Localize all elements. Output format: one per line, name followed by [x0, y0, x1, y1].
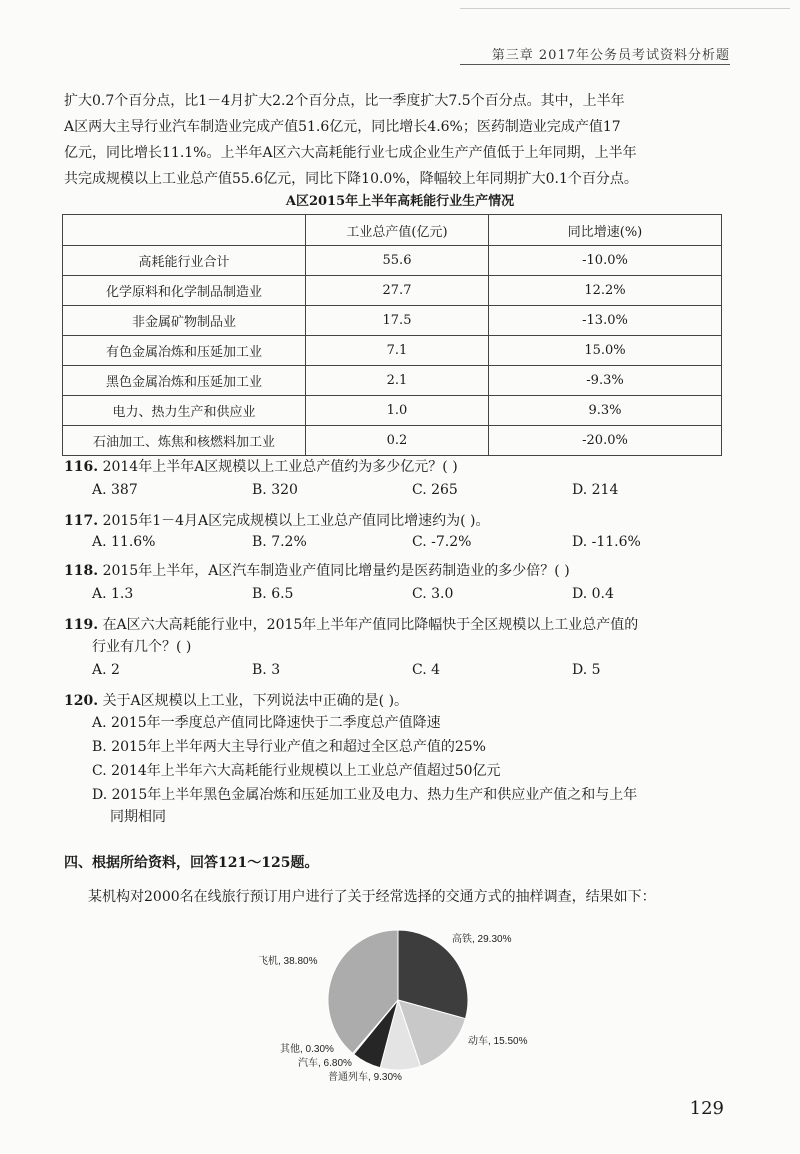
growth-rate: -13.0%: [489, 306, 722, 336]
pie-label-3: 普通列车, 9.30%: [328, 1072, 402, 1083]
pie-label-6: 飞机, 38.80%: [258, 956, 318, 967]
table-header-row: [63, 215, 722, 246]
industry-name: 有色金属冶炼和压延加工业: [63, 336, 306, 366]
option-a: A. 1.3: [92, 586, 134, 602]
table-row: [63, 306, 722, 336]
growth-rate: -20.0%: [489, 426, 722, 456]
question-number: 120.: [64, 693, 99, 709]
question-text: 关于A区规模以上工业，下列说法中正确的是( )。: [102, 693, 409, 709]
table-row: [63, 336, 722, 366]
industry-name: 黑色金属冶炼和压延加工业: [63, 366, 306, 396]
option-d: D. 214: [572, 482, 619, 498]
question-text: 2014年上半年A区规模以上工业总产值约为多少亿元？( ): [102, 459, 458, 475]
question-text: 2015年1－4月A区完成规模以上工业总产值同比增速约为( )。: [102, 513, 490, 529]
pie-label-2: 动车, 15.50%: [468, 1036, 528, 1047]
top-edge-rule: [460, 8, 790, 9]
option-b: B. 7.2%: [252, 534, 307, 550]
option-b: B. 320: [252, 482, 298, 498]
header-cell: [63, 215, 306, 246]
options-116: [92, 482, 732, 498]
industry-name: 电力、热力生产和供应业: [63, 396, 306, 426]
output-value: 1.0: [306, 396, 489, 426]
page-number: 129: [689, 1098, 724, 1119]
industry-name: 高耗能行业合计: [63, 246, 306, 276]
question-116: [64, 456, 744, 476]
option-d: D. -11.6%: [572, 534, 641, 550]
industry-name: 化学原料和化学制品制造业: [63, 276, 306, 306]
option-a: A. 2: [92, 662, 120, 678]
section-title: 四、根据所给资料，回答121～125题。: [64, 855, 319, 871]
question-text: 行业有几个？( ): [92, 639, 192, 655]
table-title: A区2015年上半年高耗能行业生产情况: [285, 194, 515, 209]
choice-d-cont: 同期相同: [110, 809, 166, 825]
option-b: B. 6.5: [252, 586, 294, 602]
production-table: [62, 214, 722, 456]
industry-name: 非金属矿物制品业: [63, 306, 306, 336]
option-c: C. 3.0: [412, 586, 454, 602]
question-text: 2015年上半年，A区汽车制造业产值同比增量约是医药制造业的多少倍？( ): [102, 563, 570, 579]
option-c: C. -7.2%: [412, 534, 472, 550]
option-d: D. 0.4: [572, 586, 614, 602]
industry-name: 石油加工、炼焦和核燃料加工业: [63, 426, 306, 456]
output-value: 27.7: [306, 276, 489, 306]
question-text: 在A区六大高耗能行业中，2015年上半年产值同比降幅快于全区规模以上工业总产值的: [102, 617, 639, 633]
options-119: [92, 662, 732, 678]
option-d: D. 5: [572, 662, 601, 678]
question-number: 116.: [64, 459, 99, 475]
question-117: [64, 510, 744, 530]
growth-rate: -9.3%: [489, 366, 722, 396]
table-row: [63, 276, 722, 306]
header-cell: 同比增速(%): [489, 215, 722, 246]
question-number: 119.: [64, 617, 99, 633]
pie-label-1: 高铁, 29.30%: [452, 934, 512, 945]
running-head: 第三章 2017年公务员考试资料分析题: [491, 48, 730, 63]
output-value: 17.5: [306, 306, 489, 336]
intro-paragraph: [64, 88, 724, 192]
running-head-rule: [460, 64, 730, 65]
option-b: B. 3: [252, 662, 281, 678]
options-117: [92, 534, 732, 550]
option-c: C. 4: [412, 662, 441, 678]
options-118: [92, 586, 732, 602]
growth-rate: 15.0%: [489, 336, 722, 366]
table-row: [63, 366, 722, 396]
question-119-cont: [92, 636, 772, 656]
section-intro: 某机构对2000名在线旅行预订用户进行了关于经常选择的交通方式的抽样调查，结果如下：: [88, 889, 656, 905]
question-number: 117.: [64, 513, 99, 529]
pie-label-5: 其他, 0.30%: [280, 1044, 334, 1055]
table-row: [63, 426, 722, 456]
option-a: A. 11.6%: [92, 534, 156, 550]
choice-b: B. 2015年上半年两大主导行业产值之和超过全区总产值的25%: [92, 739, 486, 755]
question-119: [64, 614, 744, 634]
paragraph-line: 共完成规模以上工业总产值55.6亿元，同比下降10.0%，降幅较上年同期扩大0.1个百分点。: [64, 171, 638, 187]
question-number: 118.: [64, 563, 99, 579]
table-row: [63, 396, 722, 426]
growth-rate: -10.0%: [489, 246, 722, 276]
option-c: C. 265: [412, 482, 458, 498]
choice-d: D. 2015年上半年黑色金属冶炼和压延加工业及电力、热力生产和供应业产值之和与上年: [92, 787, 638, 803]
pie-label-4: 汽车, 6.80%: [298, 1058, 352, 1069]
choice-a: A. 2015年一季度总产值同比降速快于二季度总产值降速: [92, 715, 441, 731]
output-value: 0.2: [306, 426, 489, 456]
table-row: [63, 246, 722, 276]
question-118: [64, 560, 744, 580]
paragraph-line: 亿元，同比增长11.1%。上半年A区六大高耗能行业七成企业生产产值低于上年同期，上半年: [64, 145, 637, 161]
output-value: 2.1: [306, 366, 489, 396]
question-120: [64, 690, 744, 710]
choice-c: C. 2014年上半年六大高耗能行业规模以上工业总产值超过50亿元: [92, 763, 501, 779]
growth-rate: 9.3%: [489, 396, 722, 426]
header-cell: 工业总产值(亿元): [306, 215, 489, 246]
output-value: 7.1: [306, 336, 489, 366]
output-value: 55.6: [306, 246, 489, 276]
paragraph-line: 扩大0.7个百分点，比1－4月扩大2.2个百分点，比一季度扩大7.5个百分点。其中，上半年: [64, 93, 625, 109]
transport-pie-chart: [0, 920, 800, 1090]
option-a: A. 387: [92, 482, 138, 498]
paragraph-line: A区两大主导行业汽车制造业完成产值51.6亿元，同比增长4.6%；医药制造业完成产值17: [64, 119, 621, 135]
growth-rate: 12.2%: [489, 276, 722, 306]
